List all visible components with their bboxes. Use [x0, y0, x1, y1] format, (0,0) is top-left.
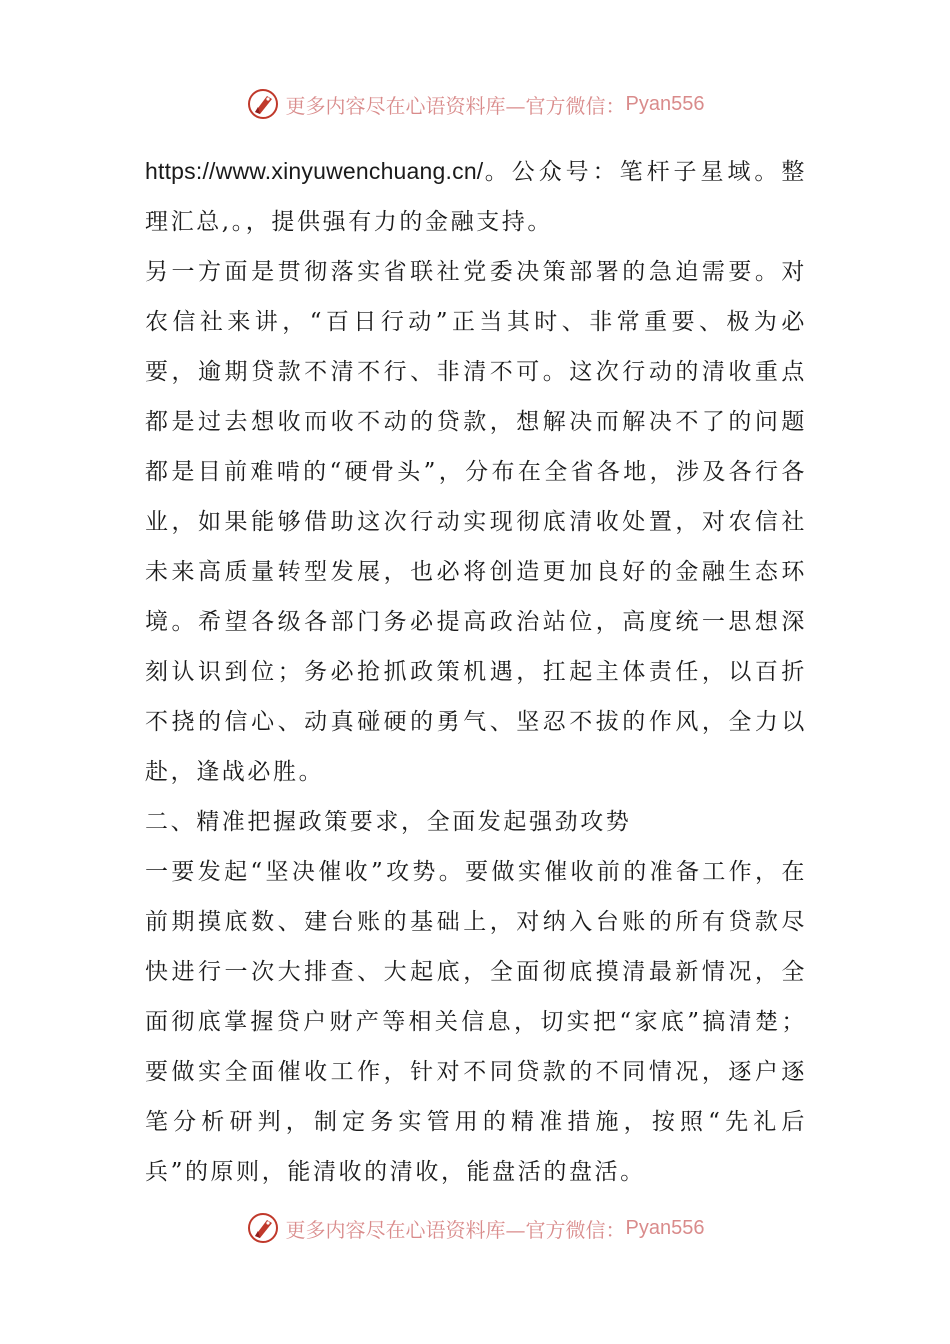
source-url: https://www.xinyuwenchuang.cn/ — [145, 158, 484, 184]
pen-nib-icon — [246, 1211, 280, 1245]
document-body — [145, 146, 807, 1197]
watermark-text: 更多内容尽在心语资料库—官方微信： — [285, 1217, 626, 1242]
watermark-handle: Pyan556 — [625, 92, 705, 115]
pen-nib-icon — [246, 87, 280, 121]
footer-watermark — [0, 1208, 950, 1248]
watermark-handle: Pyan556 — [625, 1216, 705, 1239]
watermark-text: 更多内容尽在心语资料库—官方微信： — [285, 93, 626, 118]
paragraph-1 — [145, 146, 807, 247]
paragraph-2: 另一方面是贯彻落实省联社党委决策部署的急迫需要。对农信社来讲，“百日行动”正当其时、非常重要、极为必要，逾期贷款不清不行、非清不可。这次行动的清收重点都是过去想收而收不动的贷款，想解决而解决不了的问题都是目前难啃的“硬骨头”，分布在全省各地，涉及各行各业，如果能够借助这次行动实现彻底清收处置，对农信社未来高质量转型发展，也必将创造更加良好的金融生态环境。希望各级各部门务必提高政治站位，高度统一思想深刻认识到位；务必抢抓政策机遇，扛起主体责任，以百折不挠的信心、动真碰硬的勇气、坚忍不拔的作风，全力以赴，逢战必胜。 — [145, 259, 807, 785]
paragraph-3: 一要发起“坚决催收”攻势。要做实催收前的准备工作，在前期摸底数、建台账的基础上，对纳入台账的所有贷款尽快进行一次大排查、大起底，全面彻底摸清最新情况，全面彻底掌握贷户财产等相关信息，切实把“家底”搞清楚；要做实全面催收工作，针对不同贷款的不同情况，逐户逐笔分析研判，制定务实管用的精准措施，按照“先礼后兵”的原则，能清收的清收，能盘活的盘活。 — [145, 859, 807, 1185]
section-heading: 二、精准把握政策要求，全面发起强劲攻势 — [145, 809, 632, 835]
paragraph-1-text: 。公众号：笔杆子星域。整理汇总,。，提供强有力的金融支持。 — [145, 159, 807, 235]
header-watermark — [0, 84, 950, 124]
